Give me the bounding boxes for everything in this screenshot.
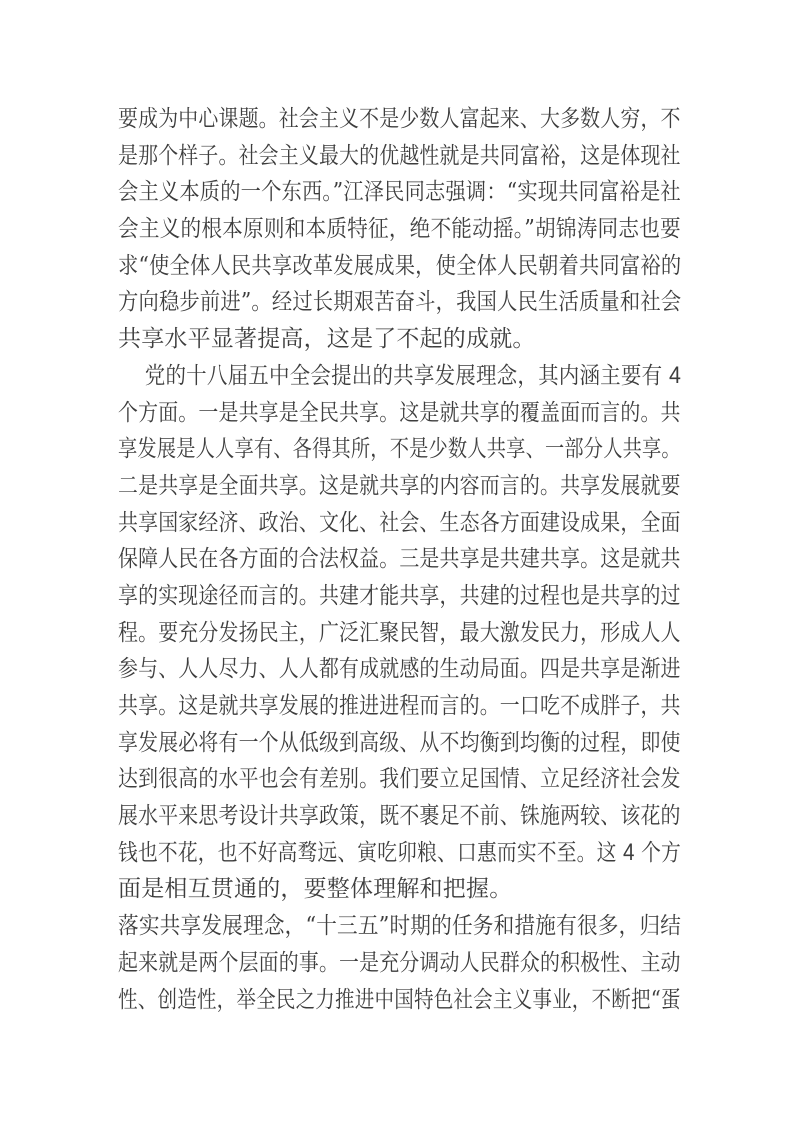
text-line: 二是共享是全面共享。这是就共享的内容而言的。共享发展就要 [118, 472, 681, 499]
text-line: 会主义的根本原则和本质特征，绝不能动摇。”胡锦涛同志也要 [118, 216, 681, 243]
document-body [118, 101, 681, 1018]
text-line: 求“使全体人民共享改革发展成果，使全体人民朝着共同富裕的 [118, 252, 682, 279]
text-line: 党的十八届五中全会提出的共享发展理念，其内涵主要有 4 [144, 361, 682, 389]
text-line: 是那个样子。社会主义最大的优越性就是共同富裕，这是体现社 [118, 142, 681, 169]
text-line: 面是相互贯通的，要整体理解和把握。 [118, 876, 513, 903]
text-line: 性、创造性，举全民之力推进中国特色社会主义事业，不断把“蛋 [118, 986, 681, 1013]
text-line: 共享国家经济、政治、文化、社会、生态各方面建设成果，全面 [118, 509, 681, 536]
text-line: 参与、人人尽力、人人都有成就感的生动局面。四是共享是渐进 [118, 656, 681, 683]
text-line: 个方面。一是共享是全民共享。这是就共享的覆盖面而言的。共 [118, 399, 681, 426]
text-line: 要成为中心课题。社会主义不是少数人富起来、大多数人穷，不 [118, 106, 681, 132]
text-line: 共享。这是就共享发展的推进进程而言的。一口吃不成胖子，共 [118, 693, 681, 719]
text-line: 享的实现途径而言的。共建才能共享，共建的过程也是共享的过 [118, 582, 681, 609]
text-line: 方向稳步前进”。经过长期艰苦奋斗，我国人民生活质量和社会 [118, 289, 682, 316]
text-line: 落实共享发展理念，“十三五”时期的任务和措施有很多，归结 [118, 913, 682, 940]
text-line: 共享水平显著提高，这是了不起的成就。 [118, 326, 536, 353]
text-line: 钱也不花，也不好高骛远、寅吃卯粮、口惠而实不至。这 4 个方 [118, 838, 681, 866]
text-line: 程。要充分发扬民主，广泛汇聚民智，最大激发民力，形成人人 [118, 619, 681, 646]
text-line: 享发展必将有一个从低级到高级、从不均衡到均衡的过程，即使 [118, 729, 681, 756]
text-line: 达到很高的水平也会有差别。我们要立足国情、立足经济社会发 [118, 766, 681, 793]
text-line: 会主义本质的一个东西。”江泽民同志强调：“实现共同富裕是社 [118, 179, 681, 206]
text-line: 享发展是人人享有、各得其所，不是少数人共享、一部分人共享。 [118, 436, 681, 463]
text-line: 保障人民在各方面的合法权益。三是共享是共建共享。这是就共 [118, 546, 681, 573]
text-line: 起来就是两个层面的事。一是充分调动人民群众的积极性、主动 [118, 949, 681, 976]
text-line: 展水平来思考设计共享政策，既不裹足不前、铢施两较、该花的 [118, 803, 681, 830]
